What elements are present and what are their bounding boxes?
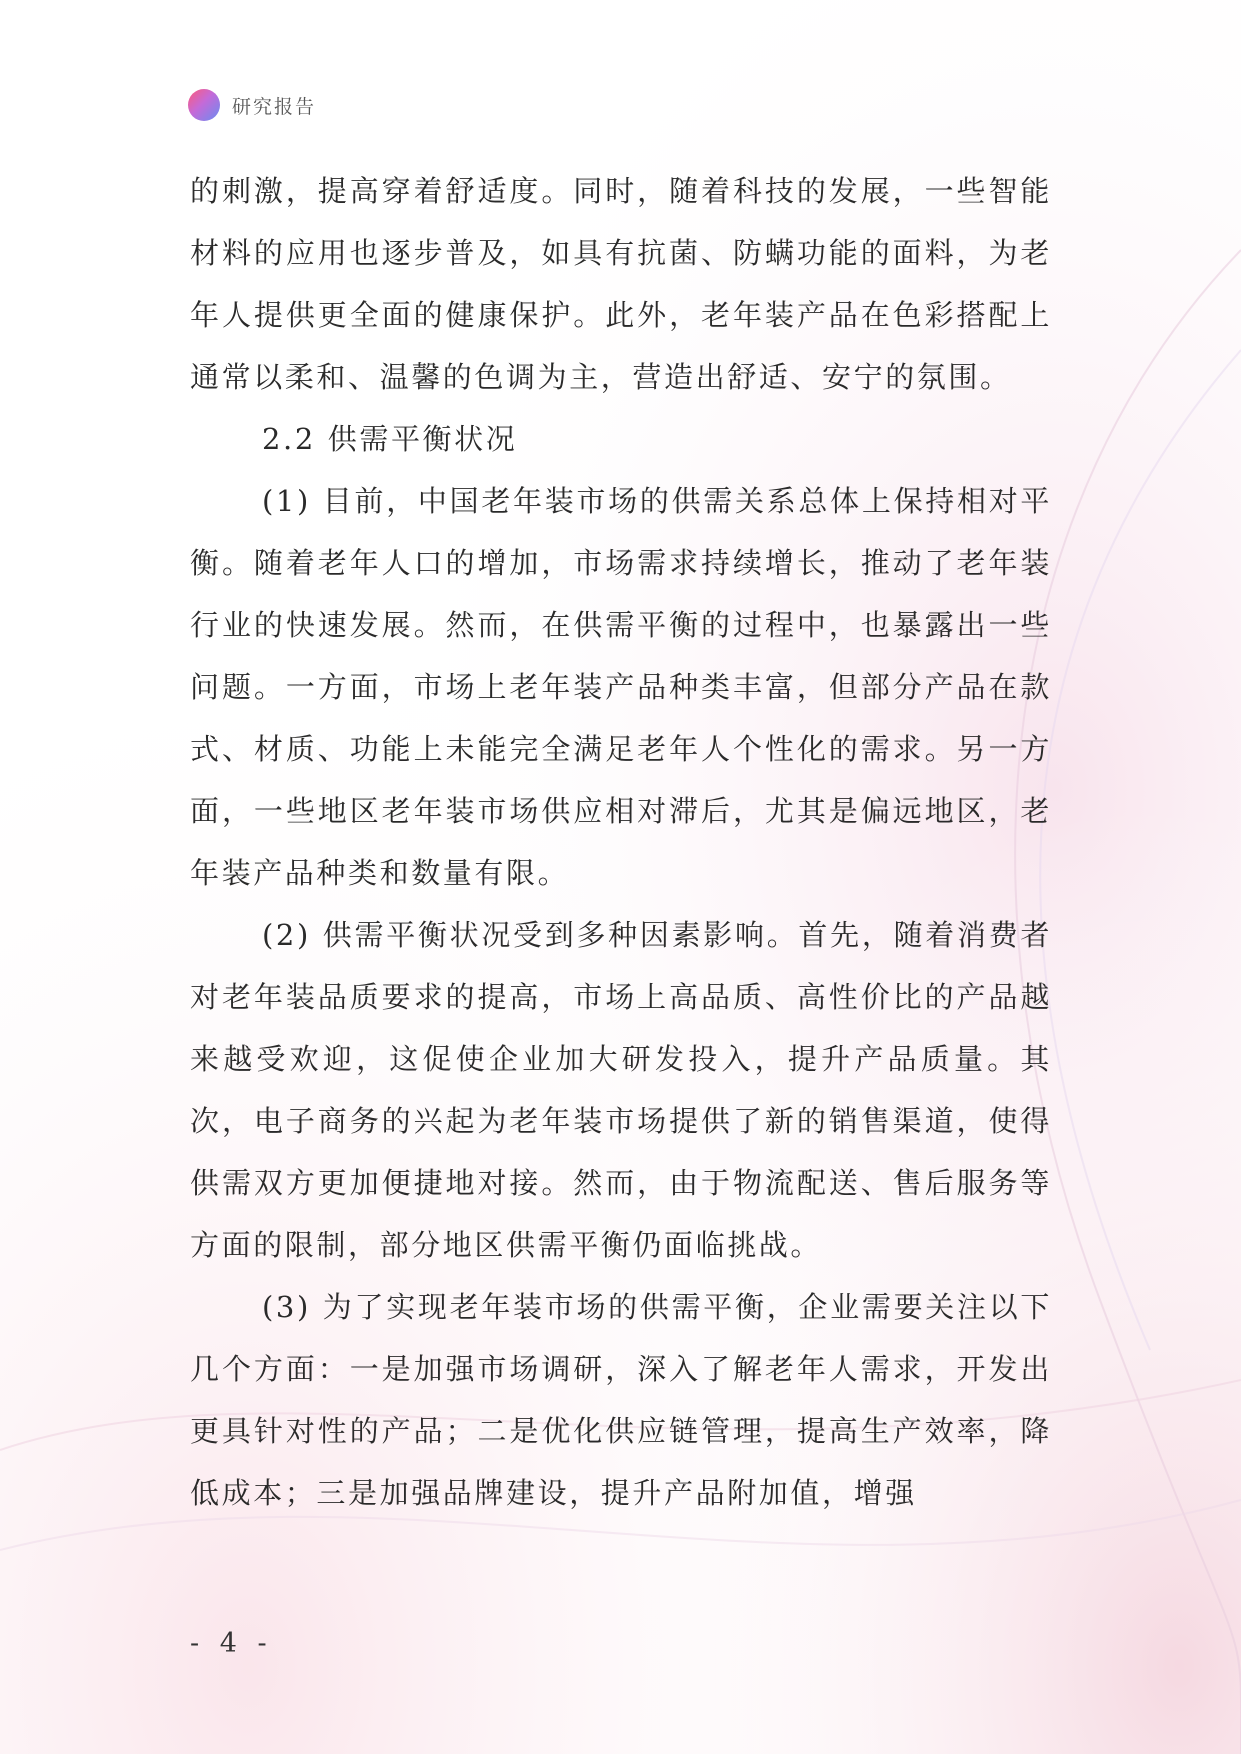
document-body — [190, 160, 1052, 1524]
page-number: - 4 - — [190, 1628, 273, 1659]
paragraph-1: (1) 目前，中国老年装市场的供需关系总体上保持相对平衡。随着老年人口的增加，市场需求持续增长，推动了老年装行业的快速发展。然而，在供需平衡的过程中，也暴露出一些问题。一方面，市场上老年装产品种类丰富，但部分产品在款式、材质、功能上未能完全满足老年人个性化的需求。另一方面，一些地区老年装市场供应相对滞后，尤其是偏远地区，老年装产品种类和数量有限。 — [190, 484, 1052, 890]
report-header — [188, 88, 316, 122]
section-heading: 2.2 供需平衡状况 — [262, 422, 518, 456]
paragraph-2: (2) 供需平衡状况受到多种因素影响。首先，随着消费者对老年装品质要求的提高，市场上高品质、高性价比的产品越来越受欢迎，这促使企业加大研发投入，提升产品质量。其次，电子商务的兴起为老年装市场提供了新的销售渠道，使得供需双方更加便捷地对接。然而，由于物流配送、售后服务等方面的限制，部分地区供需平衡仍面临挑战。 — [190, 918, 1052, 1262]
logo-icon — [188, 89, 220, 121]
header-title: 研究报告 — [232, 95, 317, 118]
paragraph-3: (3) 为了实现老年装市场的供需平衡，企业需要关注以下几个方面：一是加强市场调研，深入了解老年人需求，开发出更具针对性的产品；二是优化供应链管理，提高生产效率，降低成本；三是加强品牌建设，提升产品附加值，增强 — [190, 1290, 1052, 1510]
paragraph-continued: 的刺激，提高穿着舒适度。同时，随着科技的发展，一些智能材料的应用也逐步普及，如具有抗菌、防螨功能的面料，为老年人提供更全面的健康保护。此外，老年装产品在色彩搭配上通常以柔和、温馨的色调为主，营造出舒适、安宁的氛围。 — [190, 174, 1052, 394]
